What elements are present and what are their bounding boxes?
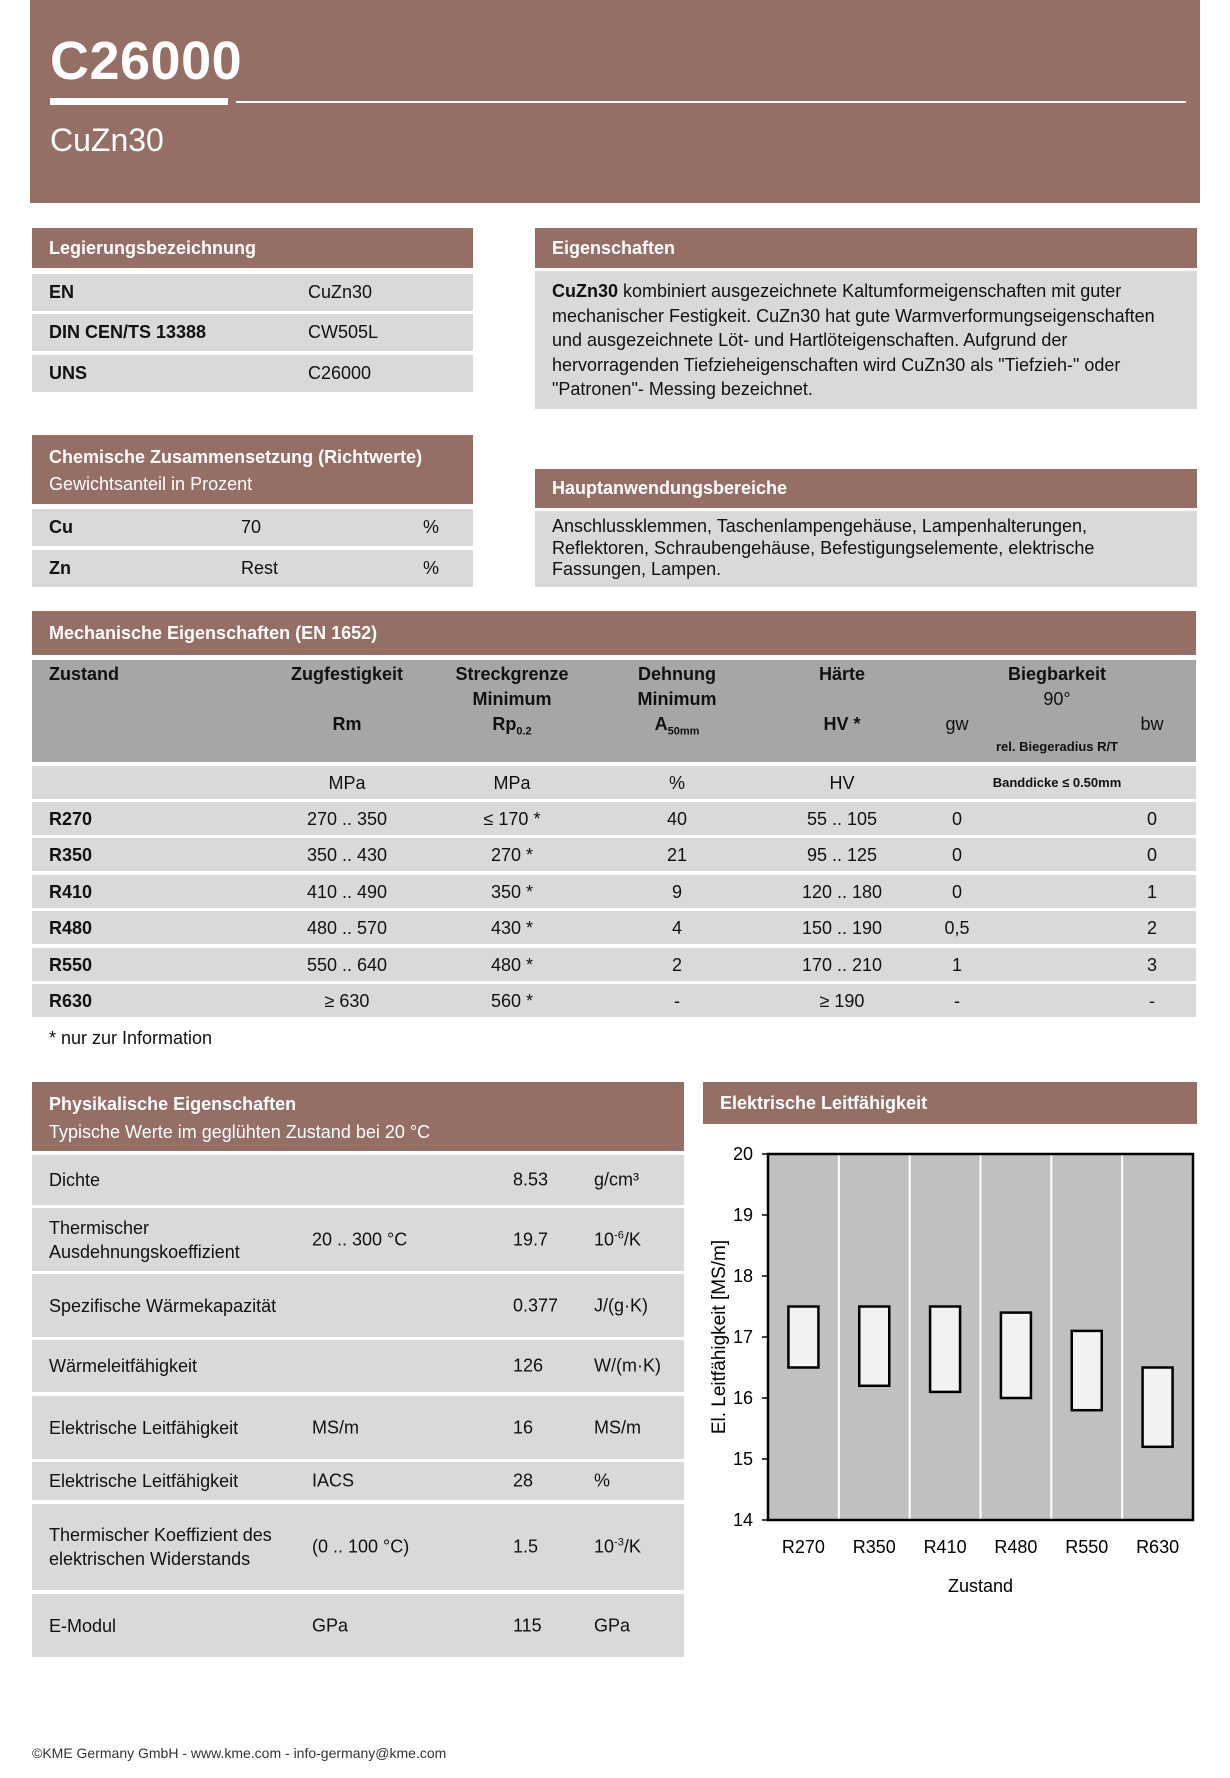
yield-cell: 560 * bbox=[490, 991, 534, 1011]
title-underline-thin bbox=[236, 101, 1186, 103]
bw-cell: 1 bbox=[1146, 881, 1157, 902]
composition-subtitle: Gewichtsanteil in Prozent bbox=[49, 474, 253, 494]
range-bar bbox=[788, 1307, 818, 1368]
physical-row bbox=[32, 1155, 684, 1205]
table-row bbox=[32, 875, 1196, 908]
applications-title: Hauptanwendungsbereiche bbox=[552, 478, 788, 498]
col-hardness-symbol: HV * bbox=[823, 714, 861, 734]
elong-cell: 2 bbox=[671, 954, 682, 975]
range-bar bbox=[1143, 1368, 1173, 1447]
composition-title: Chemische Zusammensetzung (Richtwerte) bbox=[49, 447, 423, 467]
mechanical-column-headers bbox=[32, 660, 1196, 762]
physical-name: Dichte bbox=[49, 1170, 101, 1190]
y-tick-label: 18 bbox=[732, 1266, 753, 1286]
col-elongation-symbol: $A_{50mm}$ bbox=[654, 714, 700, 738]
elong-cell: - bbox=[674, 991, 680, 1011]
physical-value: 115 bbox=[513, 1615, 542, 1635]
tensile-cell: 480 .. 570 bbox=[306, 918, 388, 939]
physical-unit: MS/m bbox=[594, 1417, 641, 1437]
elong-cell: 4 bbox=[671, 918, 682, 939]
yield-cell: 350 * bbox=[490, 881, 534, 902]
composition-element: Zn bbox=[49, 558, 71, 578]
physical-row bbox=[32, 1462, 684, 1500]
composition-row bbox=[32, 509, 473, 546]
hard-cell: 150 .. 190 bbox=[801, 918, 883, 939]
yield-cell: 480 * bbox=[490, 954, 534, 975]
col-bend-bw: bw bbox=[1140, 714, 1164, 734]
physical-row bbox=[32, 1504, 684, 1590]
composition-row bbox=[32, 550, 473, 587]
tensile-cell: 410 .. 490 bbox=[306, 881, 388, 902]
hard-cell: 55 .. 105 bbox=[806, 809, 878, 829]
physical-header bbox=[32, 1082, 684, 1151]
gw-cell: 0 bbox=[951, 809, 962, 829]
composition-element: Cu bbox=[49, 517, 73, 537]
properties-lead: CuZn30 bbox=[552, 281, 619, 301]
bw-cell: 3 bbox=[1146, 954, 1157, 975]
gw-cell: - bbox=[954, 991, 960, 1011]
mechanical-units-row: MPa MPa % HV Banddicke ≤ 0.50mm bbox=[32, 766, 1196, 799]
composition-unit: % bbox=[423, 517, 440, 537]
designation-label: EN bbox=[49, 282, 75, 302]
physical-condition: IACS bbox=[312, 1470, 355, 1491]
range-bar bbox=[859, 1307, 889, 1386]
properties-title: Eigenschaften bbox=[552, 238, 676, 258]
designation-title: Legierungsbezeichnung bbox=[49, 238, 257, 258]
physical-value: 1.5 bbox=[513, 1536, 539, 1557]
table-row bbox=[32, 911, 1196, 944]
state-cell: R350 bbox=[49, 845, 93, 866]
physical-value: 19.7 bbox=[513, 1229, 549, 1249]
yield-cell: 430 * bbox=[490, 918, 534, 939]
physical-condition: (0 .. 100 °C) bbox=[312, 1536, 410, 1557]
physical-row bbox=[32, 1396, 684, 1459]
y-tick-label: 19 bbox=[732, 1205, 753, 1225]
state-cell: R630 bbox=[49, 991, 93, 1011]
physical-name: Elektrische Leitfähigkeit bbox=[49, 1417, 239, 1438]
gw-cell: 1 bbox=[951, 954, 962, 975]
physical-row bbox=[32, 1274, 684, 1337]
range-bar bbox=[930, 1307, 960, 1392]
gw-cell: 0 bbox=[951, 845, 962, 866]
physical-value: 0.377 bbox=[513, 1295, 559, 1315]
applications-text-box bbox=[535, 511, 1197, 587]
tensile-cell: ≥ 630 bbox=[324, 991, 370, 1011]
physical-name: E-Modul bbox=[49, 1615, 117, 1636]
y-tick-label: 14 bbox=[732, 1510, 753, 1530]
bw-cell: - bbox=[1149, 991, 1155, 1011]
table-row bbox=[32, 948, 1196, 981]
alloy-subtitle: CuZn30 bbox=[50, 122, 164, 158]
physical-subtitle: Typische Werte im geglühten Zustand bei 20 °C bbox=[49, 1122, 431, 1142]
title-banner bbox=[30, 0, 1200, 203]
range-bar bbox=[1001, 1313, 1031, 1398]
col-yield-symbol: $Rp_{0.2}$ bbox=[492, 714, 532, 738]
properties-header bbox=[535, 228, 1197, 268]
y-tick-label: 15 bbox=[732, 1449, 753, 1469]
properties-text: kombiniert ausgezeichnete Kaltumformeigenschaften mit guter mechanischer Festigkeit. CuZn30 hat gute Warmverformungseigenschaften und ausgezeichnete Löt- und Hartlöteigenschaften. Aufgrund der hervorragenden Tiefzieheigenschaften wird CuZn30 als "Tiefzieh-" oder "Patronen"- Messing bezeichnet. bbox=[552, 281, 1155, 399]
x-tick-label: R480 bbox=[994, 1537, 1038, 1557]
col-state: Zustand bbox=[49, 664, 119, 684]
elong-cell: 21 bbox=[666, 845, 688, 866]
elong-cell: 9 bbox=[671, 881, 682, 902]
tensile-cell: 550 .. 640 bbox=[306, 954, 388, 975]
hard-cell: 95 .. 125 bbox=[806, 845, 878, 866]
physical-condition: GPa bbox=[312, 1615, 349, 1635]
x-tick-label: R550 bbox=[1065, 1537, 1109, 1557]
physical-name: Thermischer Koeffizient des elektrischen Widerstands bbox=[49, 1525, 272, 1569]
designation-header bbox=[32, 228, 473, 268]
x-axis-label: Zustand bbox=[947, 1576, 1014, 1596]
physical-unit: J/(g·K) bbox=[594, 1295, 648, 1315]
x-tick-label: R270 bbox=[781, 1537, 825, 1557]
physical-unit: W/(m·K) bbox=[594, 1355, 661, 1376]
physical-title: Physikalische Eigenschaften bbox=[49, 1094, 297, 1114]
physical-condition: 20 .. 300 °C bbox=[312, 1229, 408, 1249]
range-bar bbox=[1072, 1331, 1102, 1410]
col-yield: Streckgrenze bbox=[455, 664, 569, 684]
hard-cell: 170 .. 210 bbox=[801, 954, 883, 975]
y-axis-label: El. Leitfähigkeit [MS/m] bbox=[709, 1239, 731, 1435]
bw-cell: 0 bbox=[1146, 845, 1157, 866]
hard-cell: 120 .. 180 bbox=[801, 881, 883, 902]
y-tick-label: 16 bbox=[732, 1388, 753, 1408]
conductivity-title: Elektrische Leitfähigkeit bbox=[720, 1093, 928, 1113]
col-hardness: Härte bbox=[818, 664, 866, 684]
bw-cell: 2 bbox=[1146, 918, 1157, 939]
physical-unit: GPa bbox=[594, 1615, 631, 1635]
mechanical-footnote: * nur zur Information bbox=[49, 1028, 213, 1048]
tensile-cell: 350 .. 430 bbox=[306, 845, 388, 866]
state-cell: R410 bbox=[49, 881, 93, 902]
state-cell: R270 bbox=[49, 809, 93, 829]
physical-name: Thermischer Ausdehnungskoeffizient bbox=[49, 1217, 240, 1262]
table-row bbox=[32, 802, 1196, 835]
physical-value: 28 bbox=[513, 1470, 534, 1491]
physical-row bbox=[32, 1208, 684, 1271]
physical-row bbox=[32, 1594, 684, 1657]
x-tick-label: R350 bbox=[852, 1537, 896, 1557]
col-yield-min: Minimum bbox=[472, 689, 552, 709]
mechanical-title: Mechanische Eigenschaften (EN 1652) bbox=[49, 623, 378, 643]
composition-value: Rest bbox=[241, 558, 279, 578]
physical-unit: $10^{-6}/K$ bbox=[594, 1229, 641, 1249]
table-row bbox=[32, 838, 1196, 871]
physical-condition: MS/m bbox=[312, 1417, 359, 1437]
y-tick-label: 20 bbox=[732, 1144, 753, 1164]
applications-text: Anschlussklemmen, Taschenlampengehäuse, Lampenhalterungen, Reflektoren, Schraubengehäuse, Befestigungselemente, elektrische Fassungen, Lampen. bbox=[552, 516, 1095, 579]
designation-row bbox=[32, 274, 473, 311]
y-tick-label: 17 bbox=[732, 1327, 753, 1347]
properties-text-box bbox=[535, 271, 1197, 409]
x-tick-label: R410 bbox=[923, 1537, 967, 1557]
gw-cell: 0 bbox=[951, 881, 962, 902]
alloy-code: C26000 bbox=[50, 31, 243, 91]
physical-value: 16 bbox=[513, 1417, 534, 1437]
physical-unit: $10^{-3}/K$ bbox=[594, 1536, 641, 1557]
col-bend-note: rel. Biegeradius R/T bbox=[995, 739, 1119, 754]
col-elongation: Dehnung bbox=[638, 664, 716, 684]
designation-value: C26000 bbox=[308, 363, 372, 383]
designation-label: DIN CEN/TS 13388 bbox=[49, 322, 207, 342]
hard-cell: ≥ 190 bbox=[819, 991, 865, 1011]
conductivity-header bbox=[703, 1082, 1197, 1124]
physical-value: 8.53 bbox=[513, 1169, 549, 1190]
yield-cell: ≤ 170 * bbox=[483, 809, 541, 829]
col-tensile: Zugfestigkeit bbox=[290, 664, 403, 684]
composition-unit: % bbox=[423, 558, 440, 578]
conductivity-chart bbox=[700, 1130, 1200, 1610]
composition-header bbox=[32, 435, 473, 504]
yield-cell: 270 * bbox=[490, 845, 534, 866]
physical-unit: % bbox=[594, 1470, 611, 1491]
state-cell: R550 bbox=[49, 954, 93, 975]
physical-unit: g/cm³ bbox=[594, 1169, 639, 1190]
title-underline-thick bbox=[50, 98, 228, 105]
physical-row bbox=[32, 1340, 684, 1392]
col-elongation-min: Minimum bbox=[637, 689, 717, 709]
designation-value: CW505L bbox=[308, 322, 379, 342]
physical-name: Wärmeleitfähigkeit bbox=[49, 1356, 198, 1376]
physical-name: Elektrische Leitfähigkeit bbox=[49, 1471, 239, 1491]
tensile-cell: 270 .. 350 bbox=[306, 809, 388, 829]
mechanical-header bbox=[32, 611, 1196, 655]
designation-row bbox=[32, 355, 473, 392]
designation-row bbox=[32, 314, 473, 351]
col-bend-gw: gw bbox=[945, 714, 969, 734]
composition-value: 70 bbox=[241, 517, 262, 537]
designation-label: UNS bbox=[49, 363, 88, 383]
designation-value: CuZn30 bbox=[308, 282, 373, 302]
state-cell: R480 bbox=[49, 918, 93, 939]
physical-value: 126 bbox=[513, 1355, 544, 1376]
elong-cell: 40 bbox=[666, 809, 688, 829]
col-tensile-symbol: Rm bbox=[332, 714, 362, 734]
col-bend-angle: 90° bbox=[1043, 689, 1071, 709]
gw-cell: 0,5 bbox=[944, 918, 970, 939]
footer: ©KME Germany GmbH - www.kme.com - info-germany@kme.com bbox=[32, 1745, 447, 1761]
col-bendability: Biegbarkeit bbox=[1007, 664, 1107, 684]
applications-header bbox=[535, 469, 1197, 508]
table-row bbox=[32, 984, 1196, 1017]
physical-name: Spezifische Wärmekapazität bbox=[49, 1295, 277, 1316]
bw-cell: 0 bbox=[1146, 809, 1157, 829]
x-tick-label: R630 bbox=[1136, 1537, 1180, 1557]
